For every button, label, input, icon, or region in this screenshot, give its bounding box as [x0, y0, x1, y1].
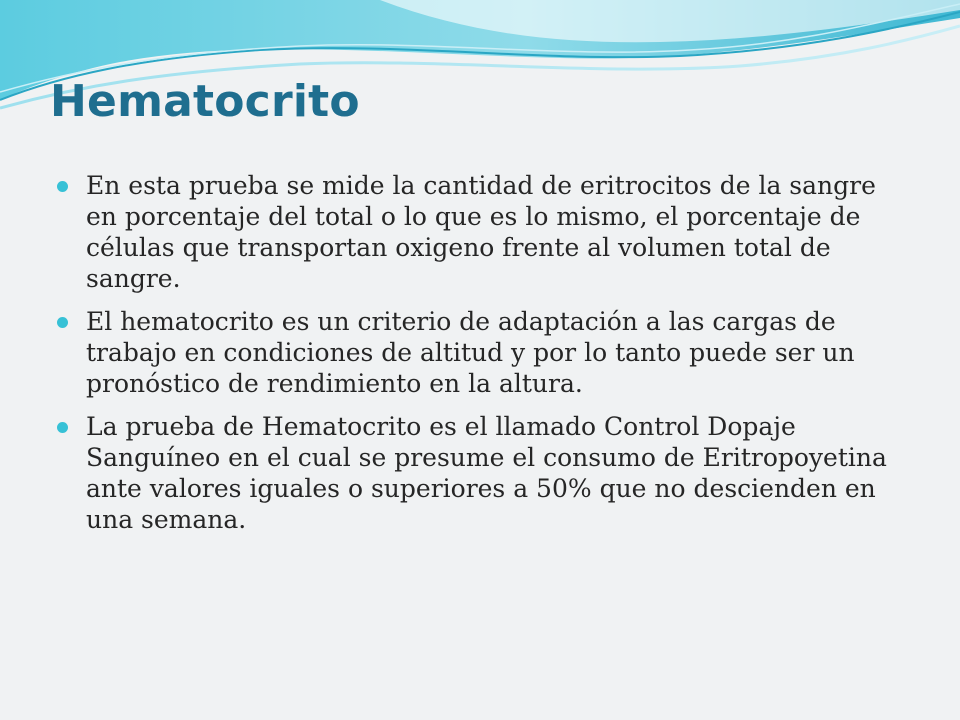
bullet-dot-icon — [57, 181, 68, 192]
bullet-item — [54, 170, 904, 294]
slide-title: Hematocrito — [50, 76, 360, 127]
bullet-list — [54, 170, 904, 547]
bullet-item — [54, 306, 904, 399]
bullet-dot-icon — [57, 317, 68, 328]
bullet-text: La prueba de Hematocrito es el llamado Control Dopaje Sanguíneo en el cual se presume el consumo de Eritropoyetina ante valores iguales o superiores a 50% que no descienden en una semana. — [86, 412, 887, 534]
bullet-text: El hematocrito es un criterio de adaptación a las cargas de trabajo en condiciones de altitud y por lo tanto puede ser un pronóstico de rendimiento en la altura. — [86, 307, 855, 398]
bullet-dot-icon — [57, 422, 68, 433]
bullet-text: En esta prueba se mide la cantidad de eritrocitos de la sangre en porcentaje del total o lo que es lo mismo, el porcentaje de células que transportan oxigeno frente al volumen total de sangre. — [86, 171, 876, 293]
bullet-item — [54, 411, 904, 535]
